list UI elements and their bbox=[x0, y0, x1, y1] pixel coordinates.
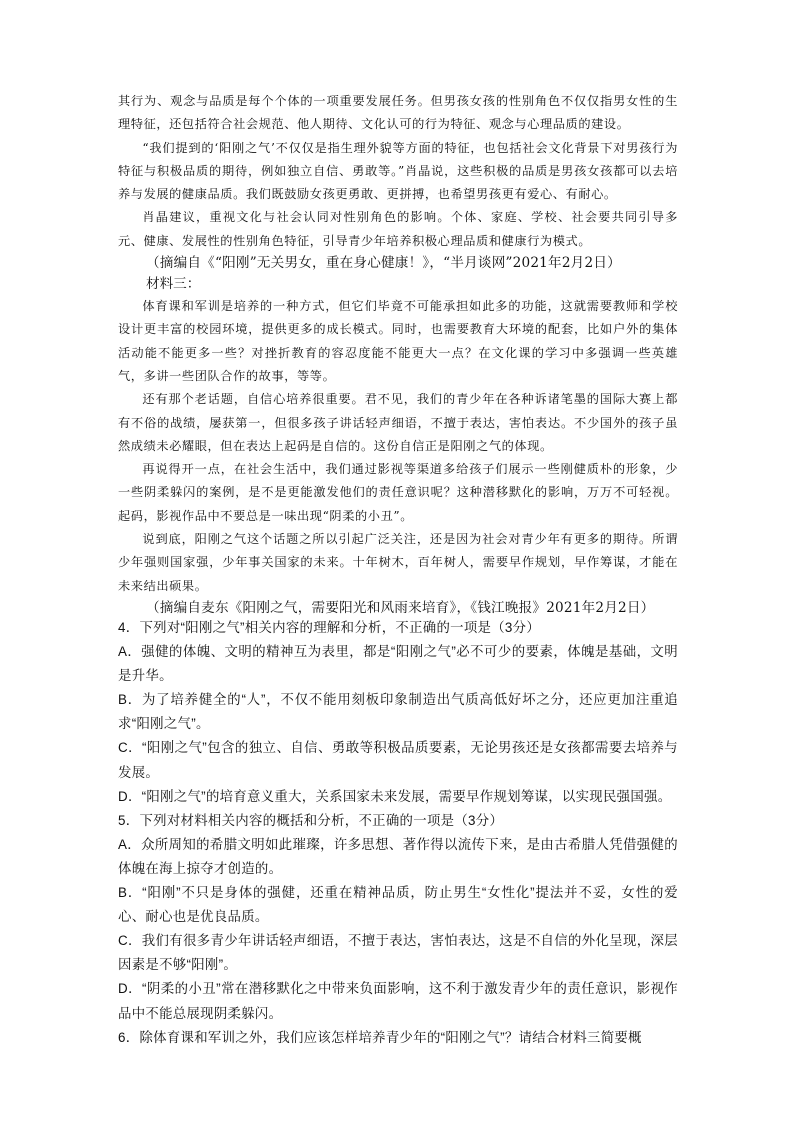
paragraph: 体育课和军训是培养的一种方式，但它们毕竟不可能承担如此多的功能，这就需要教师和学校设计更丰富的校园环境，提供更多的成长模式。同时，也需要教育大环境的配套，比如户外的集体活动能不能更多一些？对挫折教育的容忍度能不能更大一点？在文化课的学习中多强调一些英雄气，多讲一些团队合作的故事，等等。 bbox=[118, 299, 678, 383]
option-b: B．为了培养健全的“人”，不仅不能用刻板印象制造出气质高低好坏之分，还应更加注重追求“阳刚之气”。 bbox=[118, 692, 678, 732]
option-a: A．众所周知的希腊文明如此璀璨，许多思想、著作得以流传下来，是由古希腊人凭借强健的体魄在海上掠夺才创造的。 bbox=[118, 836, 678, 876]
source-citation: （摘编自《“阳刚”无关男女，重在身心健康！》，“半月谈网”2021年2月2日） bbox=[146, 255, 621, 272]
paragraph: 还有那个老话题，自信心培养很重要。君不见，我们的青少年在各种诉诸笔墨的国际大赛上都有不俗的战绩，屡获第一，但很多孩子讲话轻声细语，不擅于表达，害怕表达。不少国外的孩子虽然成绩未必耀眼，但在表达上起码是自信的。这份自信正是阳刚之气的体现。 bbox=[118, 392, 678, 453]
option-c: C．“阳刚之气”包含的独立、自信、勇敢等积极品质要素，无论男孩还是女孩都需要去培养与发展。 bbox=[118, 740, 678, 780]
paragraph: 说到底，阳刚之气这个话题之所以引起广泛关注，还是因为社会对青少年有更多的期待。所谓少年强则国家强，少年事关国家的未来。十年树木，百年树人，需要早作规划，早作筹谋，才能在未来结出硕果。 bbox=[118, 532, 678, 593]
questions-block bbox=[118, 616, 678, 1050]
question-5-stem: 5．下列对材料相关内容的概括和分析，不正确的一项是（3分） bbox=[118, 812, 504, 828]
material-heading: 材料三： bbox=[146, 276, 201, 293]
option-b: B．“阳刚”不只是身体的强健，还重在精神品质，防止男生“女性化”提法并不妥，女性的爱心、耐心也是优良品质。 bbox=[118, 885, 678, 925]
option-a: A．强健的体魄、文明的精神互为表里，都是“阳刚之气”必不可少的要素，体魄是基础，文明是升华。 bbox=[118, 644, 678, 684]
paragraph: 肖晶建议，重视文化与社会认同对性别角色的影响。个体、家庭、学校、社会要共同引导多元、健康、发展性的性别角色特征，引导青少年培养积极心理品质和健康行为模式。 bbox=[118, 210, 678, 248]
paragraph: “我们提到的‘阳刚之气’不仅仅是指生理外貌等方面的特征，也包括社会文化背景下对男孩行为特征与积极品质的期待，例如独立自信、勇敢等。”肖晶说，这些积极的品质是男孩女孩都可以去培养与发展的健康品质。我们既鼓励女孩更勇敢、更拼搏，也希望男孩更有爱心、有耐心。 bbox=[118, 140, 678, 202]
question-4-stem: 4．下列对“阳刚之气”相关内容的理解和分析，不正确的一项是（3分） bbox=[118, 620, 541, 635]
option-d: D．“阴柔的小丑”常在潜移默化之中带来负面影响，这不利于激发青少年的责任意识，影视作品中不能总展现阴柔躲闪。 bbox=[118, 981, 678, 1021]
option-d: D．“阳刚之气”的培育意义重大，关系国家未来发展，需要早作规划筹谋，以实现民强国强。 bbox=[118, 788, 672, 804]
material-two-continued bbox=[118, 90, 678, 619]
paragraph: 其行为、观念与品质是每个个体的一项重要发展任务。但男孩女孩的性别角色不仅仅指男女性的生理特征，还包括符合社会规范、他人期待、文化认可的行为特征、观念与心理品质的建设。 bbox=[118, 94, 678, 132]
question-6-stem: 6．除体育课和军训之外，我们应该怎样培养青少年的“阳刚之气”？请结合材料三简要概 bbox=[118, 1029, 642, 1045]
source-citation: （摘编自麦东《阳刚之气，需要阳光和风雨来培育》，《钱江晚报》2021年2月2日） bbox=[146, 599, 655, 616]
paragraph: 再说得开一点，在社会生活中，我们通过影视等渠道多给孩子们展示一些刚健质朴的形象，少一些阴柔躲闪的案例，是不是更能激发他们的责任意识呢？这种潜移默化的影响，万万不可轻视。起码，影视作品中不要总是一味出现“阴柔的小丑”。 bbox=[118, 462, 678, 523]
option-c: C．我们有很多青少年讲话轻声细语，不擅于表达，害怕表达，这是不自信的外化呈现，深层因素是不够“阳刚”。 bbox=[118, 933, 678, 973]
